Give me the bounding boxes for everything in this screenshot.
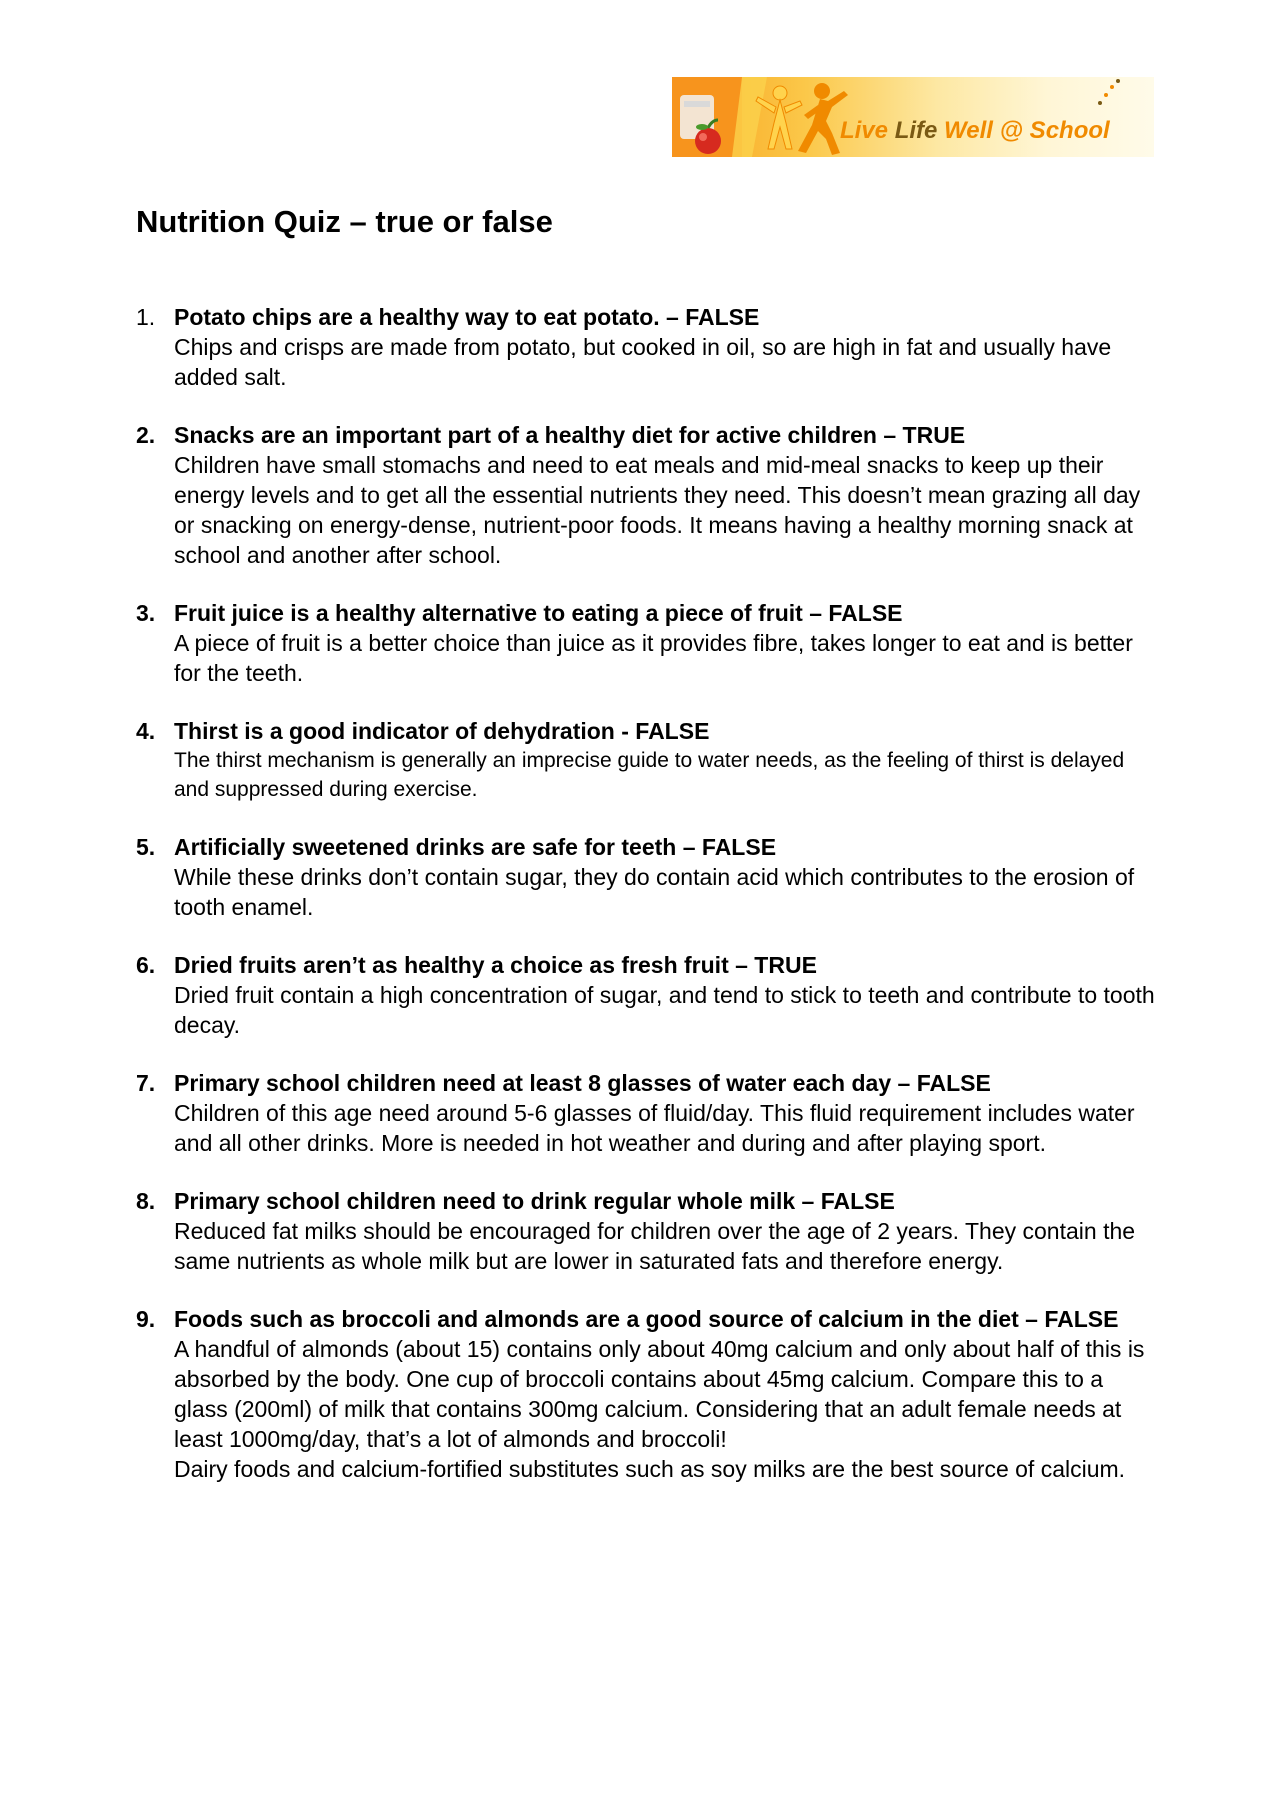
quiz-question: Primary school children need to drink regular whole milk – FALSE	[174, 1188, 895, 1214]
logo-word-rest: Well @ School	[937, 117, 1110, 144]
quiz-question: Artificially sweetened drinks are safe for teeth – FALSE	[174, 834, 777, 860]
quiz-item-1	[136, 302, 1156, 392]
quiz-answer: The thirst mechanism is generally an imprecise guide to water needs, as the feeling of thirst is delayed and suppressed during exercise.	[174, 749, 1125, 801]
quiz-number: 7.	[136, 1070, 156, 1096]
quiz-number: 3.	[136, 600, 156, 626]
quiz-number: 5.	[136, 834, 156, 860]
quiz-item-8	[136, 1186, 1156, 1276]
quiz-question: Foods such as broccoli and almonds are a good source of calcium in the diet – FALSE	[174, 1306, 1119, 1332]
quiz-number: 2.	[136, 422, 156, 448]
page-title: Nutrition Quiz – true or false	[136, 204, 553, 239]
quiz-number: 6.	[136, 952, 156, 978]
quiz-item-2	[136, 420, 1156, 570]
quiz-answer: A piece of fruit is a better choice than juice as it provides fibre, takes longer to eat and is better for the teeth.	[174, 630, 1133, 686]
quiz-answer: Children have small stomachs and need to eat meals and mid-meal snacks to keep up their energy levels and to get all the essential nutrients they need. This doesn’t mean grazing all day or snacking on energy-dense, nutrient-poor foods. It means having a healthy morning snack at school and another after school.	[174, 452, 1141, 568]
banner-logo-text	[840, 117, 1110, 145]
quiz-item-5	[136, 832, 1156, 922]
quiz-item-4	[136, 716, 1156, 804]
quiz-item-9	[136, 1304, 1156, 1484]
quiz-question: Dried fruits aren’t as healthy a choice as fresh fruit – TRUE	[174, 952, 817, 978]
quiz-item-3	[136, 598, 1156, 688]
quiz-list	[136, 302, 1156, 1512]
quiz-question: Snacks are an important part of a healthy diet for active children – TRUE	[174, 422, 966, 448]
quiz-answer-extra: Dairy foods and calcium-fortified substitutes such as soy milks are the best source of calcium.	[174, 1456, 1126, 1482]
quiz-answer: Reduced fat milks should be encouraged for children over the age of 2 years. They contain the same nutrients as whole milk but are lower in saturated fats and therefore energy.	[174, 1218, 1136, 1274]
quiz-answer: A handful of almonds (about 15) contains only about 40mg calcium and only about half of this is absorbed by the body. One cup of broccoli contains about 45mg calcium. Compare this to a glass (200ml) of milk that contains 300mg calcium. Considering that an adult female needs at least 1000mg/day, that’s a lot of almonds and broccoli!	[174, 1336, 1145, 1452]
apple-icon	[695, 128, 721, 154]
quiz-number: 9.	[136, 1306, 156, 1332]
quiz-item-6	[136, 950, 1156, 1040]
quiz-item-7	[136, 1068, 1156, 1158]
quiz-number: 1.	[136, 304, 156, 330]
quiz-question: Primary school children need at least 8 glasses of water each day – FALSE	[174, 1070, 991, 1096]
logo-word-life: Life	[894, 117, 938, 144]
logo-word-live: Live	[840, 117, 895, 144]
quiz-answer: Chips and crisps are made from potato, but cooked in oil, so are high in fat and usually have added salt.	[174, 334, 1112, 390]
quiz-number: 4.	[136, 718, 156, 744]
quiz-question: Thirst is a good indicator of dehydration - FALSE	[174, 718, 710, 744]
live-life-well-banner	[672, 77, 1154, 157]
quiz-answer: Dried fruit contain a high concentration of sugar, and tend to stick to teeth and contribute to tooth decay.	[174, 982, 1155, 1038]
quiz-question: Fruit juice is a healthy alternative to eating a piece of fruit – FALSE	[174, 600, 903, 626]
quiz-number: 8.	[136, 1188, 156, 1214]
quiz-answer: While these drinks don’t contain sugar, they do contain acid which contributes to the erosion of tooth enamel.	[174, 864, 1135, 920]
quiz-answer: Children of this age need around 5-6 glasses of fluid/day. This fluid requirement includes water and all other drinks. More is needed in hot weather and during and after playing sport.	[174, 1100, 1135, 1156]
quiz-question: Potato chips are a healthy way to eat potato. – FALSE	[174, 304, 760, 330]
